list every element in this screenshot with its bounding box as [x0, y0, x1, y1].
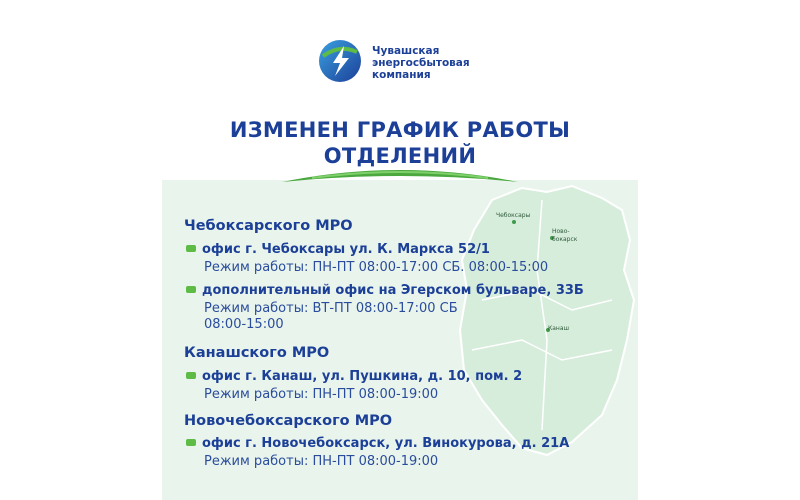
office-name: дополнительный офис на Эгерском бульваре, 33Б — [202, 283, 584, 298]
region-map-shape — [460, 186, 634, 455]
section-title-kanash: Канашского МРО — [184, 345, 330, 361]
company-name-line1: Чувашская — [372, 45, 440, 57]
office-hours: Режим работы: ПН-ПТ 08:00-17:00 СБ. 08:00-15:00 — [204, 260, 549, 275]
office-name: офис г. Новочебоксарск, ул. Винокурова, д. 21А — [202, 436, 570, 451]
office-hours-continued: 08:00-15:00 — [204, 317, 284, 332]
bullet-icon — [186, 245, 196, 252]
section-title-novocheboksarsk: Новочебоксарского МРО — [184, 413, 393, 429]
poster — [162, 0, 638, 500]
headline-line2: ОТДЕЛЕНИЙ — [323, 144, 477, 168]
bullet-icon — [186, 372, 196, 379]
map-label-novocheboksarsk-1: Ново- — [552, 228, 570, 235]
region-map — [452, 180, 638, 500]
bullet-icon — [186, 439, 196, 446]
office-hours: Режим работы: ПН-ПТ 08:00-19:00 — [204, 454, 439, 469]
office-hours: Режим работы: ВТ-ПТ 08:00-17:00 СБ — [204, 301, 458, 316]
office-cheboksary-egersky — [186, 283, 584, 298]
office-novocheboksarsk — [186, 436, 569, 451]
office-name: офис г. Канаш, ул. Пушкина, д. 10, пом. 2 — [202, 369, 523, 384]
company-name-line3: компания — [372, 69, 431, 81]
map-label-cheboksary: Чебоксары — [496, 212, 531, 219]
map-label-novocheboksarsk-2: бокарск — [552, 236, 578, 243]
bullet-icon — [186, 286, 196, 293]
map-label-kanash: Канаш — [548, 325, 570, 332]
headline-line1: ИЗМЕНЕН ГРАФИК РАБОТЫ — [229, 118, 571, 142]
office-name: офис г. Чебоксары ул. К. Маркса 52/1 — [202, 242, 490, 257]
company-name — [372, 45, 470, 81]
office-hours: Режим работы: ПН-ПТ 08:00-19:00 — [204, 387, 439, 402]
company-name-line2: энергосбытовая — [372, 57, 470, 69]
company-logo-icon — [317, 38, 363, 84]
section-title-cheboksary: Чебоксарского МРО — [184, 218, 353, 234]
office-kanash — [186, 369, 522, 384]
headline — [162, 117, 638, 169]
office-cheboksary-main — [186, 242, 490, 257]
